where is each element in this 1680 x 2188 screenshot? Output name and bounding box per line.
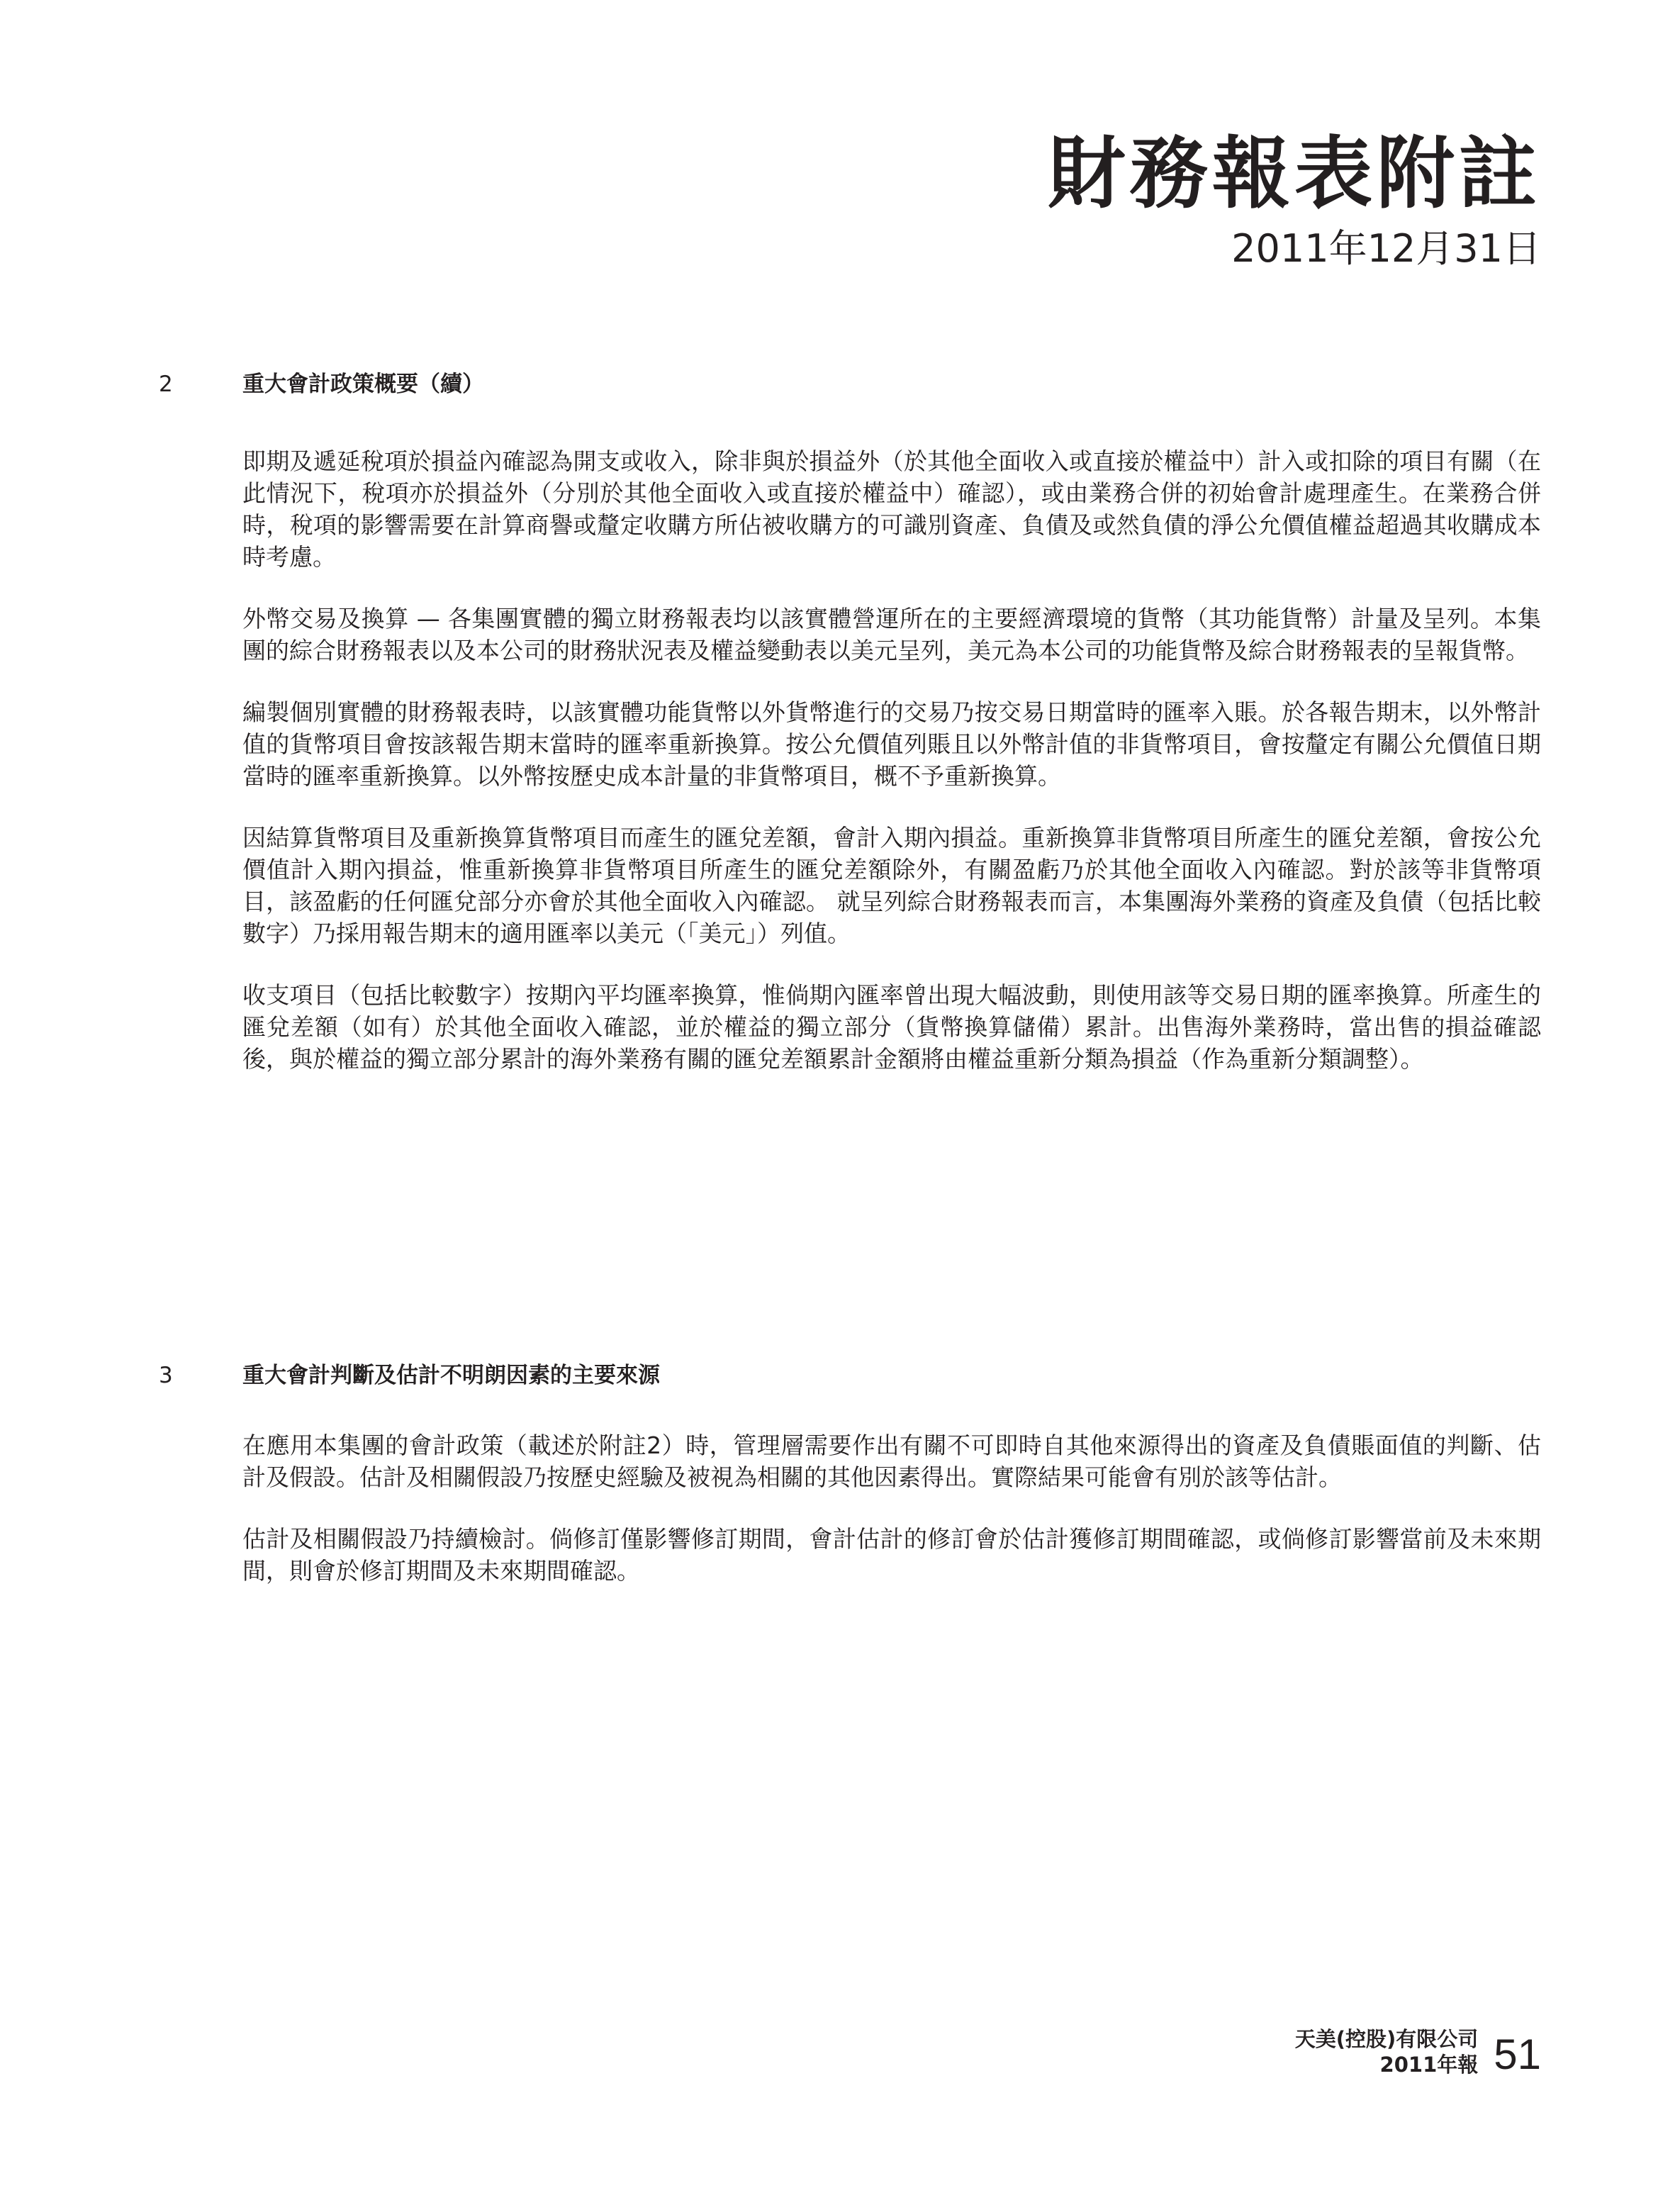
section-number: 3	[159, 1363, 173, 1388]
footer-text	[1295, 2026, 1479, 2077]
section-heading: 重大會計判斷及估計不明朗因素的主要來源	[242, 1363, 660, 1388]
paragraph: 收支項目（包括比較數字）按期內平均匯率換算，惟倘期內匯率曾出現大幅波動，則使用該等交易日期的匯率換算。所產生的匯兌差額（如有）於其他全面收入確認，並於權益的獨立部分（貨幣換算儲備）累計。出售海外業務時，當出售的損益確認後，與於權益的獨立部分累計的海外業務有關的匯兌差額累計金額將由權益重新分類為損益（作為重新分類調整）。	[242, 981, 1541, 1073]
page-date: 2011年12月31日	[1231, 226, 1541, 271]
page-header	[1048, 128, 1541, 272]
paragraph: 編製個別實體的財務報表時，以該實體功能貨幣以外貨幣進行的交易乃按交易日期當時的匯率入賬。於各報告期末，以外幣計值的貨幣項目會按該報告期末當時的匯率重新換算。按公允價值列賬且以外幣計值的非貨幣項目，會按釐定有關公允價值日期當時的匯率重新換算。以外幣按歷史成本計量的非貨幣項目，概不予重新換算。	[242, 698, 1541, 790]
section-body	[242, 1429, 1541, 1617]
paragraph: 因結算貨幣項目及重新換算貨幣項目而產生的匯兌差額，會計入期內損益。重新換算非貨幣項目所產生的匯兌差額，會按公允價值計入期內損益，惟重新換算非貨幣項目所產生的匯兌差額除外，有關盈虧乃於其他全面收入內確認。對於該等非貨幣項目，該盈虧的任何匯兌部分亦會於其他全面收入內確認。 就呈列綜合財務報表而言，本集團海外業務的資產及負債（包括比較數字）乃採用報告期末的適用匯率以美元（「美元」）列值。	[242, 824, 1541, 947]
footer-company: 天美(控股)有限公司	[1294, 2027, 1479, 2051]
section-heading: 重大會計政策概要（續）	[242, 372, 484, 397]
page-footer	[1295, 2026, 1541, 2077]
section-number: 2	[159, 372, 173, 397]
footer-report: 2011年報	[1379, 2053, 1479, 2077]
paragraph: 即期及遞延稅項於損益內確認為開支或收入，除非與於損益外（於其他全面收入或直接於權益中）計入或扣除的項目有關（在此情況下，稅項亦於損益外（分別於其他全面收入或直接於權益中）確認），或由業務合併的初始會計處理產生。在業務合併時，稅項的影響需要在計算商譽或釐定收購方所佔被收購方的可識別資產、負債及或然負債的淨公允價值權益超過其收購成本時考慮。	[242, 447, 1541, 571]
page-number: 51	[1494, 2031, 1541, 2078]
paragraph: 在應用本集團的會計政策（載述於附註2）時，管理層需要作出有關不可即時自其他來源得出的資產及負債賬面值的判斷、估計及假設。估計及相關假設乃按歷史經驗及被視為相關的其他因素得出。實際結果可能會有別於該等估計。	[242, 1431, 1541, 1491]
section-body	[242, 445, 1541, 1105]
paragraph: 外幣交易及換算 — 各集團實體的獨立財務報表均以該實體營運所在的主要經濟環境的貨幣（其功能貨幣）計量及呈列。本集團的綜合財務報表以及本公司的財務狀況表及權益變動表以美元呈列，美元為本公司的功能貨幣及綜合財務報表的呈報貨幣。	[242, 605, 1541, 664]
paragraph: 估計及相關假設乃持續檢討。倘修訂僅影響修訂期間，會計估計的修訂會於估計獲修訂期間確認，或倘修訂影響當前及未來期間，則會於修訂期間及未來期間確認。	[242, 1525, 1541, 1585]
page-title: 財務報表附註	[1048, 128, 1541, 219]
